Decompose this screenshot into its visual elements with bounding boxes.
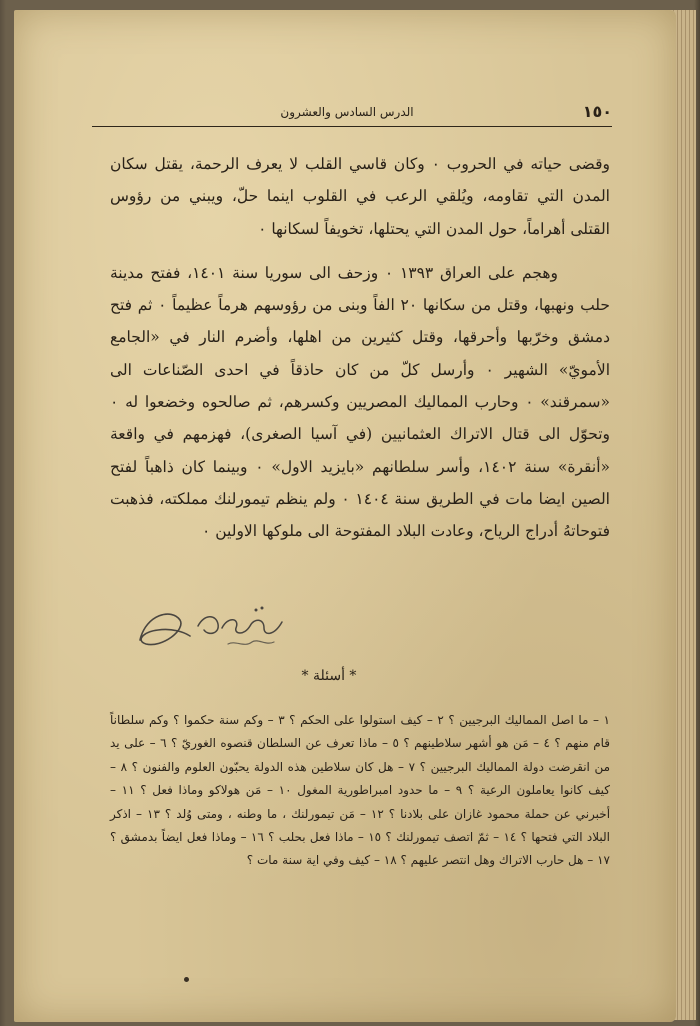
handwritten-signature: [132, 592, 302, 662]
page-header: [92, 102, 612, 127]
lesson-body: [110, 148, 610, 548]
questions-text: ١ – ما اصل المماليك البرجيين ؟ ٢ – كيف استولوا على الحكم ؟ ٣ – وكم سنة حكموا ؟ وكم سلطاناً قام منهم ؟ ٤ – مَن هو أشهر سلاطينهم ؟ ٥ – ماذا تعرف عن السلطان قنصوه الغوريّ ؟ ٦ – على يد من انقرضت دولة المماليك البرجيين ؟ ٧ – هل كان سلاطين هذه الدولة يحبّون العلوم والفنون ؟ ٨ – كيف كانوا يعاملون الرعية ؟ ٩ – ما حدود امبراطورية المغول ١٠ – مَن هولاكو وماذا فعل ؟ ١١ – أخبرني عن حملة محمود غازان على بلادنا ؟ ١٢ – مَن تيمورلنك ، ما وطنه ، ومتى وُلد ؟ ١٣ – اذكر البلاد التي فتحها ؟ ١٤ – ثمّ اتصف تيمورلنك ؟ ١٥ – ماذا فعل بحلب ؟ ١٦ – وماذا فعل ايضاً بدمشق ؟ ١٧ – هل حارب الاتراك وهل انتصر عليهم ؟ ١٨ – كيف وفي اية سنة مات ؟: [110, 713, 611, 868]
paragraph-1: وقضى حياته في الحروب ٠ وكان قاسي القلب لا يعرف الرحمة، يقتل سكان المدن التي تقاومه، ويُلقي الرعب في القلوب اينما حلّ، ويبني من رؤوس القتلى أهراماً، حول المدن التي يحتلها، تخويفاً لسكانها ٠: [110, 155, 610, 238]
book-page: [14, 10, 676, 1022]
page-number: ١٥٠: [582, 102, 612, 121]
paragraph-2: وهجم على العراق ١٣٩٣ ٠ وزحف الى سوريا سنة ١٤٠١، ففتح مدينة حلب ونهبها، وقتل من سكانها ٢٠ الفاً وبنى من رؤوسهم هرماً عظيماً ٠ ثم فتح دمشق وخرّبها وأحرقها، وقتل كثيرين من اهلها، وأضرم النار في «الجامع الأمويّ» الشهير ٠ وأرسل كلّ من كان حاذقاً في احدى الصّناعات الى «سمرقند» ٠ وحارب المماليك المصريين وكسرهم، ثم صالحوه وخضعوا له ٠ وتحوّل الى قتال الاتراك العثمانيين (في آسيا الصغرى)، فهزمهم في واقعة «أنقرة» سنة ١٤٠٢، وأسر سلطانهم «بايزيد الاول» ٠ وبينما كان ذاهباً لفتح الصين ايضا مات في الطريق سنة ١٤٠٤ ٠ ولم ينظم تيمورلنك مملكته، فذهبت فتوحاتهُ أدراج الرياح، وعادت البلاد المفتوحة الى ملوكها الاولين ٠: [110, 263, 611, 541]
questions-list: [110, 709, 610, 873]
ink-dot: [184, 977, 189, 982]
questions-heading: * أسئلة *: [301, 668, 357, 684]
running-title: الدرس السادس والعشرون: [280, 105, 414, 119]
